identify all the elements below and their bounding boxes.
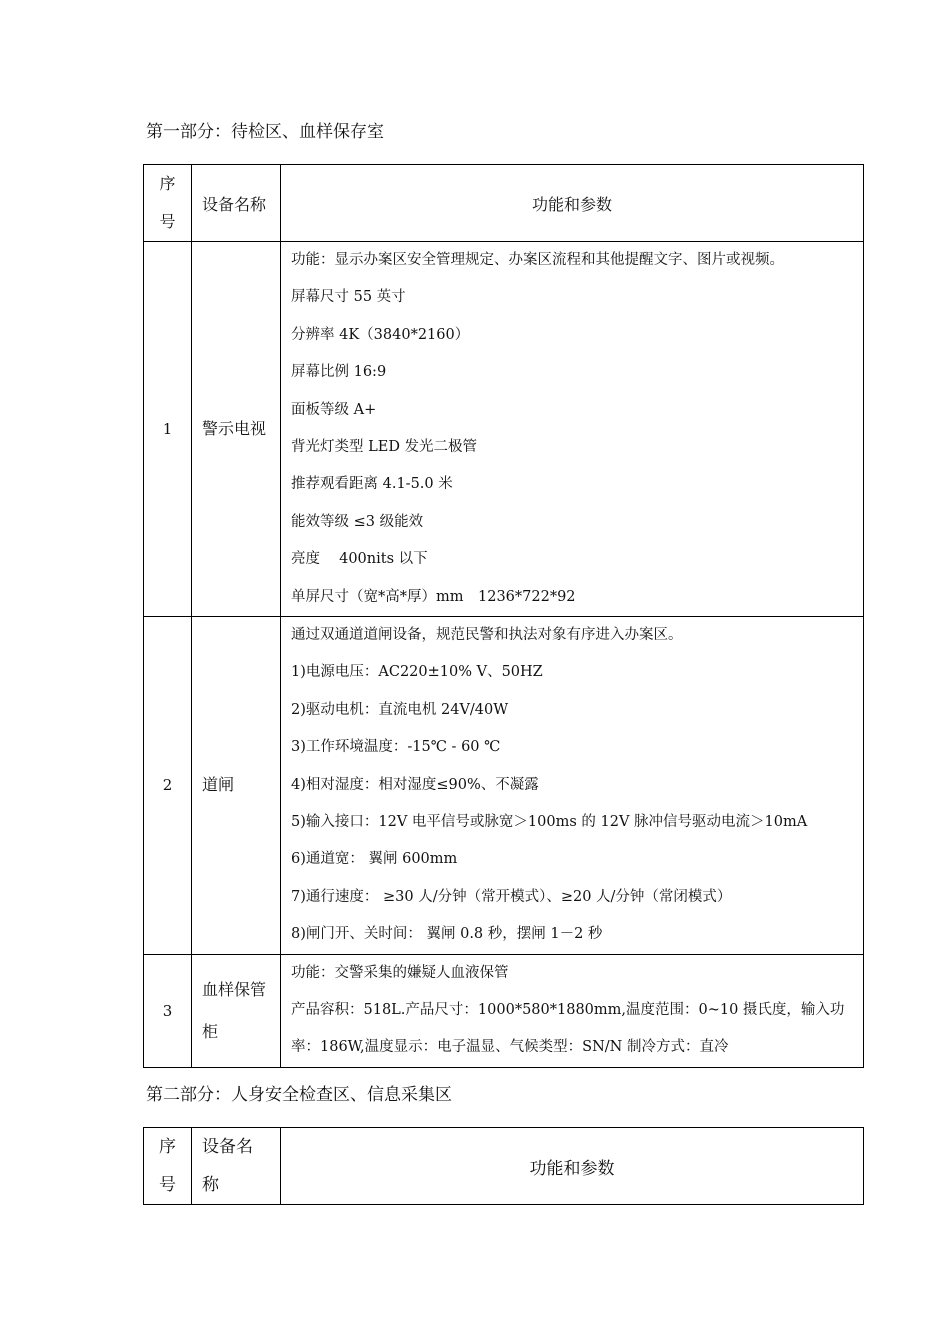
header-serial-no-line1: 序 <box>159 174 176 193</box>
param-line: 3)工作环境温度：-15℃ - 60 ℃ <box>291 739 501 756</box>
header-serial-no <box>144 165 192 242</box>
row-device-name-line2: 柜 <box>202 1021 219 1041</box>
table-header-row <box>144 1128 864 1205</box>
param-line: 通过双通道道闸设备，规范民警和执法对象有序进入办案区。 <box>291 627 683 643</box>
param-line: 8)闸门开、关时间： 翼闸 0.8 秒，摆闸 1－2 秒 <box>291 926 603 943</box>
row-device-name: 警示电视 <box>192 242 281 617</box>
row-device-name: 道闸 <box>192 617 281 955</box>
param-line: 产品容积：518L.产品尺寸：1000*580*1880mm,温度范围：0~10 摄氏度，输入功率：186W,温度显示：电子温显、气候类型：SN/N 制冷方式：直冷 <box>291 1001 845 1056</box>
row-function-params <box>281 242 864 617</box>
param-line: 7)通行速度： ≥30 人/分钟（常开模式）、≥20 人/分钟（常闭模式） <box>291 888 732 905</box>
header-function-params: 功能和参数 <box>281 1128 864 1205</box>
header-serial-no-line2: 号 <box>159 1175 176 1195</box>
param-line: 5)输入接口：12V 电平信号或脉宽＞100ms 的 12V 脉冲信号驱动电流＞10mA <box>291 813 808 830</box>
param-line: 功能：交警采集的嫌疑人血液保管 <box>291 964 509 981</box>
param-line: 分辨率 4K（3840*2160） <box>291 326 470 343</box>
header-device-name-line1: 设备名 <box>202 1137 253 1157</box>
param-line: 功能：显示办案区安全管理规定、办案区流程和其他提醒文字、图片或视频。 <box>291 252 784 269</box>
header-device-name <box>192 1128 281 1205</box>
param-line: 2)驱动电机：直流电机 24V/40W <box>291 701 509 718</box>
header-function-params: 功能和参数 <box>281 165 864 242</box>
param-line: 亮度 400nits 以下 <box>291 551 428 568</box>
table-row <box>144 617 864 955</box>
row-device-name-line1: 血样保管 <box>202 979 267 999</box>
header-serial-no <box>144 1128 192 1205</box>
section-2-title: 第二部分：人身安全检查区、信息采集区 <box>146 1085 452 1105</box>
param-line: 推荐观看距离 4.1-5.0 米 <box>291 476 453 493</box>
table-row <box>144 242 864 617</box>
header-device-name-line2: 称 <box>202 1175 219 1195</box>
row-function-params <box>281 954 864 1067</box>
param-line: 屏幕比例 16:9 <box>291 364 387 381</box>
param-line: 面板等级 A+ <box>291 401 377 418</box>
param-line: 能效等级 ≤3 级能效 <box>291 513 424 530</box>
param-line: 屏幕尺寸 55 英寸 <box>291 289 406 306</box>
table-header-row <box>144 165 864 242</box>
param-line: 1)电源电压：AC220±10% V、50HZ <box>291 664 543 681</box>
section-1-title: 第一部分：待检区、血样保存室 <box>146 122 384 142</box>
param-line: 单屏尺寸（宽*高*厚）mm 1236*722*92 <box>291 588 576 605</box>
param-line: 4)相对湿度：相对湿度≤90%、不凝露 <box>291 776 539 793</box>
header-serial-no-line1: 序 <box>159 1137 176 1157</box>
header-device-name: 设备名称 <box>192 165 281 242</box>
row-function-params <box>281 617 864 955</box>
table-row <box>144 954 864 1067</box>
row-serial-no: 1 <box>144 242 192 617</box>
equipment-table-1 <box>143 164 864 1068</box>
row-serial-no: 2 <box>144 617 192 955</box>
header-serial-no-line2: 号 <box>159 212 176 231</box>
row-serial-no: 3 <box>144 954 192 1067</box>
param-line: 背光灯类型 LED 发光二极管 <box>291 439 478 455</box>
param-line: 6)通道宽： 翼闸 600mm <box>291 851 458 868</box>
row-device-name <box>192 954 281 1067</box>
equipment-table-2 <box>143 1127 864 1205</box>
